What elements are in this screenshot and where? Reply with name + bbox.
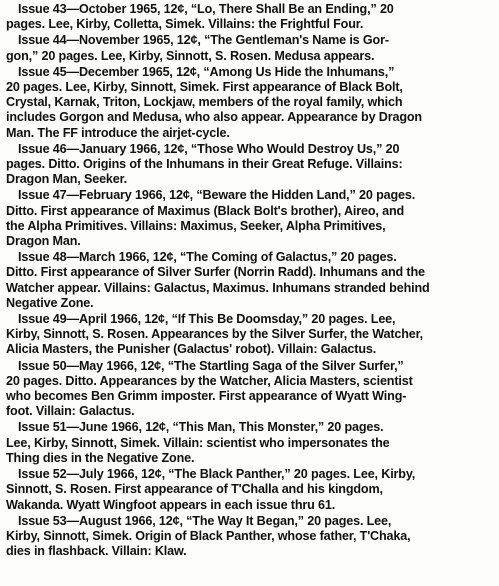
issue-entry xyxy=(6,250,493,311)
issue-entry xyxy=(6,420,493,466)
issue-entry-line: pages. Ditto. Origins of the Inhumans in their Great Refuge. Villains: xyxy=(6,157,403,172)
issue-entry xyxy=(6,359,493,420)
issue-entry-line: Dragon Man. xyxy=(6,234,81,249)
issue-entry-line: who becomes Ben Grimm imposter. First appearance of Wyatt Wing- xyxy=(6,389,407,404)
issue-entry-line: Issue 51—June 1966, 12¢, “This Man, This Monster,” 20 pages. xyxy=(18,420,384,435)
issue-entry-line: dies in flashback. Villain: Klaw. xyxy=(6,544,187,559)
issue-entry-line: gon,” 20 pages. Lee, Kirby, Sinnott, S. Rosen. Medusa appears. xyxy=(6,48,375,63)
issue-entry-line: includes Gorgon and Medusa, who also appear. Appearance by Dragon xyxy=(6,110,422,125)
issue-entry-line: Kirby, Sinnott, Simek. Origin of Black Panther, whose father, T'Chaka, xyxy=(6,528,411,543)
issue-entry-line: Lee, Kirby, Sinnott, Simek. Villain: scientist who impersonates the xyxy=(6,435,390,450)
issue-entry-line: Issue 43—October 1965, 12¢, “Lo, There Shall Be an Ending,” 20 xyxy=(18,2,394,16)
issue-entry-line: Ditto. First appearance of Silver Surfer (Norrin Radd). Inhumans and the xyxy=(6,265,425,280)
issue-entry-line: 20 pages. Lee, Kirby, Sinnott, Simek. First appearance of Black Bolt, xyxy=(6,80,403,95)
issue-entry-line: Sinnott, S. Rosen. First appearance of T'Challa and his kingdom, xyxy=(6,482,383,497)
issue-entry-line: Issue 52—July 1966, 12¢, “The Black Panther,” 20 pages. Lee, Kirby, xyxy=(18,467,416,482)
issue-entry-line: 20 pages. Ditto. Appearances by the Watcher, Alicia Masters, scientist xyxy=(6,373,413,388)
issue-entry-line: Ditto. First appearance of Maximus (Black Bolt's brother), Aireo, and xyxy=(6,203,405,218)
issue-entry-line: Watcher appear. Villains: Galactus, Maximus. Inhumans stranded behind xyxy=(6,280,430,295)
issue-entry xyxy=(6,65,493,141)
issue-entry-line: Issue 53—August 1966, 12¢, “The Way It Began,” 20 pages. Lee, xyxy=(18,513,392,528)
issue-entry-line: Alicia Masters, the Punisher (Galactus' robot). Villain: Galactus. xyxy=(6,342,377,357)
issue-entry-line: pages. Lee, Kirby, Colletta, Simek. Villains: the Frightful Four. xyxy=(6,17,364,32)
issue-entry-line: the Alpha Primitives. Villains: Maximus, Seeker, Alpha Primitives, xyxy=(6,218,386,233)
issue-entry-line: Issue 46—January 1966, 12¢, “Those Who Would Destroy Us,” 20 xyxy=(18,141,400,156)
issue-entry xyxy=(6,2,493,32)
issue-entry-line: Issue 45—December 1965, 12¢, “Among Us Hide the Inhumans,” xyxy=(18,64,395,79)
issue-entry xyxy=(6,33,493,63)
issue-entry-line: Issue 50—May 1966, 12¢, “The Startling Saga of the Silver Surfer,” xyxy=(18,358,404,373)
issue-entry xyxy=(6,142,493,188)
issue-entry xyxy=(6,514,493,560)
issue-entry xyxy=(6,188,493,249)
issue-entry-line: Negative Zone. xyxy=(6,295,94,310)
issue-entry-line: Wakanda. Wyatt Wingfoot appears in each issue thru 61. xyxy=(6,497,336,512)
issue-entry-line: Dragon Man, Seeker. xyxy=(6,172,128,187)
issue-entry-line: Thing dies in the Negative Zone. xyxy=(6,450,195,465)
issue-entry-line: Issue 47—February 1966, 12¢, “Beware the Hidden Land,” 20 pages. xyxy=(18,188,416,203)
issue-entry-line: Kirby, Sinnott, S. Rosen. Appearances by the Silver Surfer, the Watcher, xyxy=(6,327,424,342)
issue-entry-line: Issue 49—April 1966, 12¢, “If This Be Doomsday,” 20 pages. Lee, xyxy=(18,312,396,327)
issue-entry-line: Issue 48—March 1966, 12¢, “The Coming of Galactus,” 20 pages. xyxy=(18,250,397,265)
issue-entry-line: Man. The FF introduce the airjet-cycle. xyxy=(6,125,230,140)
issue-entry-line: Crystal, Karnak, Triton, Lockjaw, members of the royal family, which xyxy=(6,95,403,110)
issue-entry-line: foot. Villain: Galactus. xyxy=(6,404,135,419)
issue-entry xyxy=(6,312,493,358)
issue-entry-line: Issue 44—November 1965, 12¢, “The Gentleman's Name is Gor- xyxy=(18,33,389,48)
issue-entry xyxy=(6,467,493,513)
